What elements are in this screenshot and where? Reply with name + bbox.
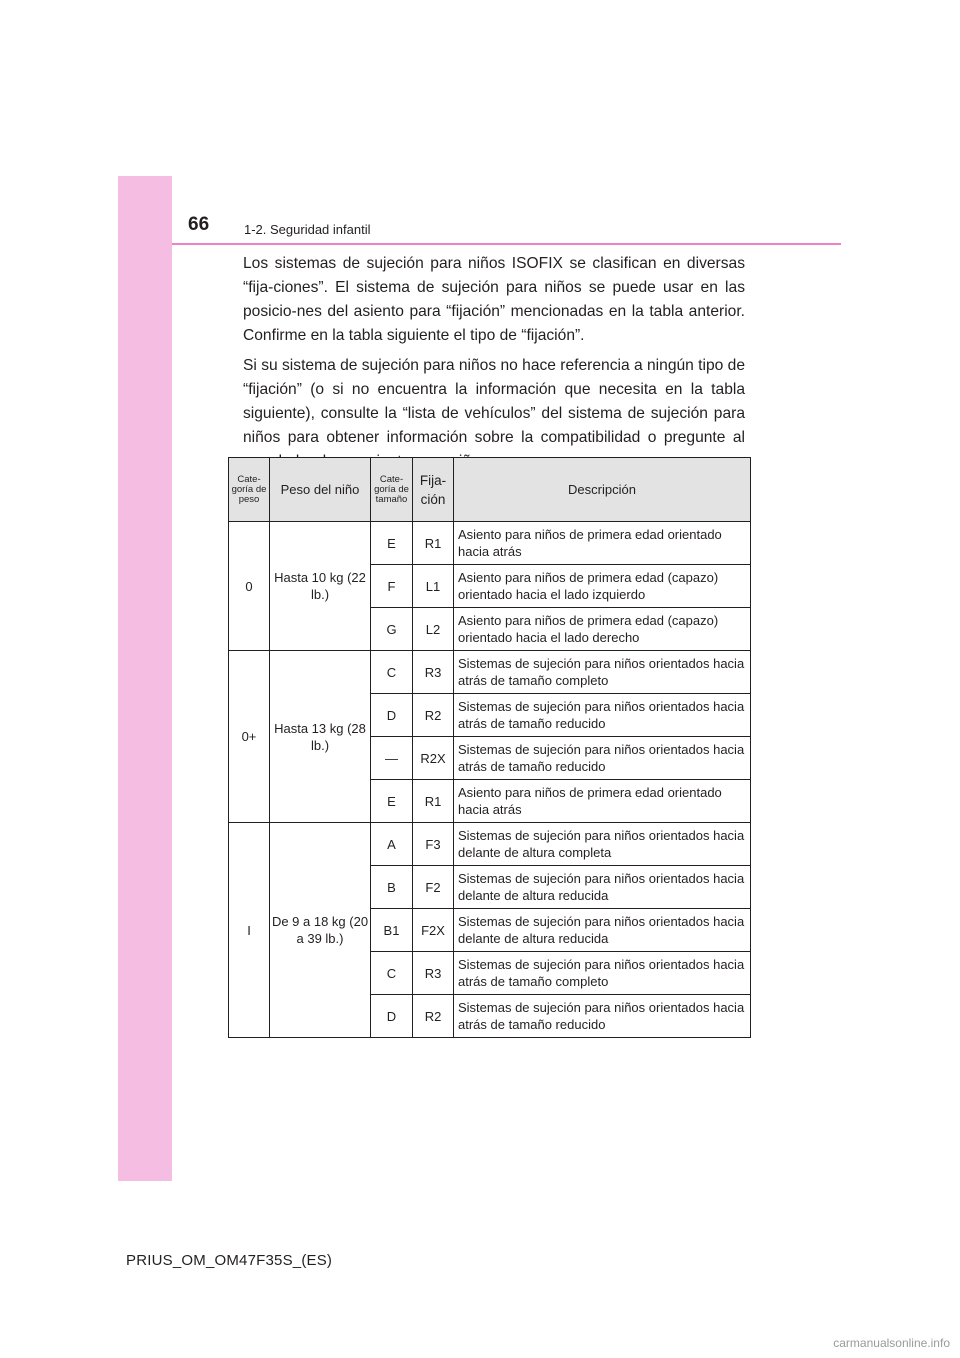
fixture-cell: R2 — [413, 694, 454, 737]
fixture-cell: R1 — [413, 780, 454, 823]
size-category-cell: B1 — [371, 909, 413, 952]
description-cell: Sistemas de sujeción para niños orientados hacia atrás de tamaño reducido — [454, 737, 751, 780]
paragraph-fixture-advice: Si su sistema de sujeción para niños no hace referencia a ningún tipo de “fijación” (o si no encuentra la información que necesita en la tabla siguiente), consulte la “lista de vehículos” del sistema de sujeción para niños para obtener información sobre la compatibilidad o pregunte al — [243, 357, 745, 446]
size-category-cell: C — [371, 952, 413, 995]
fixture-cell: L2 — [413, 608, 454, 651]
size-category-cell: B — [371, 866, 413, 909]
child-weight-cell: De 9 a 18 kg (20 a 39 lb.) — [270, 823, 371, 1038]
description-cell: Asiento para niños de primera edad (capazo) orientado hacia el lado izquierdo — [454, 565, 751, 608]
fixture-cell: R1 — [413, 522, 454, 565]
description-cell: Asiento para niños de primera edad orientado hacia atrás — [454, 780, 751, 823]
weight-category-cell: 0+ — [229, 651, 270, 823]
section-sidebar — [118, 176, 172, 1181]
size-category-cell: D — [371, 694, 413, 737]
fixture-cell: R3 — [413, 952, 454, 995]
table-row — [229, 522, 751, 565]
header-weight-category: Cate-goría de peso — [229, 458, 270, 522]
size-category-cell: F — [371, 565, 413, 608]
size-category-cell: A — [371, 823, 413, 866]
header-child-weight: Peso del niño — [270, 458, 371, 522]
fixture-cell: F3 — [413, 823, 454, 866]
child-weight-cell: Hasta 13 kg (28 lb.) — [270, 651, 371, 823]
size-category-cell: E — [371, 780, 413, 823]
table-row — [229, 651, 751, 694]
description-cell: Asiento para niños de primera edad (capazo) orientado hacia el lado derecho — [454, 608, 751, 651]
fixture-cell: R2X — [413, 737, 454, 780]
size-category-cell: G — [371, 608, 413, 651]
weight-category-cell: 0 — [229, 522, 270, 651]
table-row — [229, 823, 751, 866]
paragraph-fixture-intro: Los sistemas de sujeción para niños ISOFIX se clasifican en diversas “fija-ciones”. El sistema de sujeción para niños se puede usar en las posicio-nes del asiento para “fijación” mencionadas en la tabla anterior. Confirme en la tabla siguiente el tipo de “fijación”. — [243, 255, 745, 344]
fixture-cell: F2X — [413, 909, 454, 952]
fixture-cell: R3 — [413, 651, 454, 694]
description-cell: Sistemas de sujeción para niños orientados hacia delante de altura reducida — [454, 866, 751, 909]
description-cell: Sistemas de sujeción para niños orientados hacia delante de altura reducida — [454, 909, 751, 952]
body-text — [243, 252, 745, 480]
section-title: 1-2. Seguridad infantil — [244, 222, 371, 237]
weight-category-cell: I — [229, 823, 270, 1038]
page-number: 66 — [188, 214, 210, 235]
description-cell: Sistemas de sujeción para niños orientados hacia delante de altura completa — [454, 823, 751, 866]
watermark: carmanualsonline.info — [833, 1336, 950, 1350]
size-category-cell: D — [371, 995, 413, 1038]
size-category-cell: — — [371, 737, 413, 780]
description-cell: Sistemas de sujeción para niños orientados hacia atrás de tamaño completo — [454, 651, 751, 694]
size-category-cell: C — [371, 651, 413, 694]
fixture-cell: F2 — [413, 866, 454, 909]
document-code-footer: PRIUS_OM_OM47F35S_(ES) — [126, 1252, 333, 1269]
description-cell: Sistemas de sujeción para niños orientados hacia atrás de tamaño completo — [454, 952, 751, 995]
header-divider — [172, 243, 841, 245]
description-cell: Sistemas de sujeción para niños orientados hacia atrás de tamaño reducido — [454, 694, 751, 737]
fixture-cell: R2 — [413, 995, 454, 1038]
child-weight-cell: Hasta 10 kg (22 lb.) — [270, 522, 371, 651]
size-category-cell: E — [371, 522, 413, 565]
description-cell: Sistemas de sujeción para niños orientados hacia atrás de tamaño reducido — [454, 995, 751, 1038]
description-cell: Asiento para niños de primera edad orientado hacia atrás — [454, 522, 751, 565]
header-size-category: Cate-goría de tamaño — [371, 458, 413, 522]
table-header-row — [229, 458, 751, 522]
header-description: Descripción — [454, 458, 751, 522]
fixture-cell: L1 — [413, 565, 454, 608]
header-fixture: Fija-ción — [413, 458, 454, 522]
fixture-table — [228, 457, 751, 1038]
